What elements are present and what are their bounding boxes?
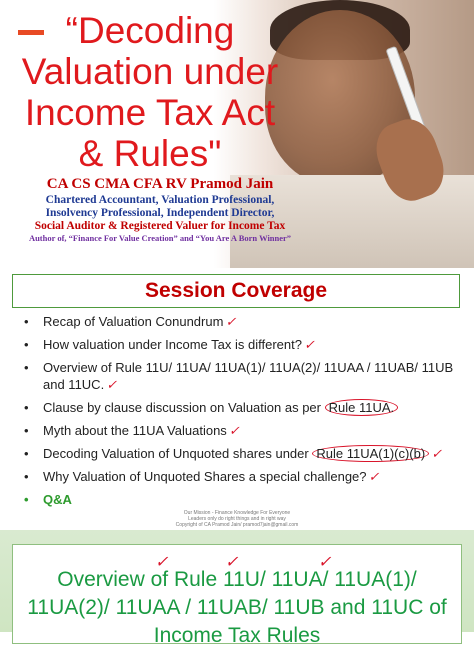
slide-footer <box>0 510 474 528</box>
list-item <box>22 445 462 462</box>
list-item-text: Why Valuation of Unquoted Shares a special challenge? <box>43 469 367 484</box>
overview-title-line: Overview of Rule 11U/ 11UA/ 11UA(1)/ <box>57 568 417 591</box>
author-name: CA CS CMA CFA RV Pramod Jain <box>46 176 274 192</box>
footer-line: Leaders only do right things and in right way <box>188 516 286 522</box>
checkmark-icon: ✓ <box>228 423 240 438</box>
session-coverage-heading: Session Coverage <box>144 279 328 302</box>
list-item <box>22 399 462 416</box>
list-item-text: How valuation under Income Tax is different? <box>43 337 302 352</box>
checkmark-icon: ✓ <box>225 554 239 571</box>
author-credentials: Social Auditor & Registered Valuer for Income Tax <box>34 220 286 232</box>
title-line: Valuation under <box>21 51 279 92</box>
title-line: & Rules" <box>78 133 222 174</box>
overview-slide <box>0 530 474 647</box>
list-item <box>22 336 462 353</box>
list-item-text: Decoding Valuation of Unquoted shares under <box>43 446 309 461</box>
list-item <box>22 422 462 439</box>
author-credentials: Chartered Accountant, Valuation Professional, <box>45 194 275 206</box>
session-coverage-slide <box>0 268 474 530</box>
overview-title-line: 11UA(2)/ 11UAA / 11UAB/ 11UB and 11UC of <box>27 596 447 619</box>
checkmark-icon: ✓ <box>106 377 118 392</box>
checkmark-icon: ✓ <box>155 554 169 571</box>
checkmark-icon: ✓ <box>431 446 443 461</box>
list-item-text: Recap of Valuation Conundrum <box>43 314 224 329</box>
slide-title <box>0 10 300 174</box>
footer-line: Our Mission - Finance Knowledge For Everyone <box>183 510 291 516</box>
checkmark-icon: ✓ <box>303 337 315 352</box>
circled-annotation: Rule 11UA. <box>325 399 399 416</box>
overview-title <box>0 566 474 650</box>
checkmark-icon: ✓ <box>368 469 380 484</box>
heading-box <box>12 274 460 308</box>
list-item-text: Myth about the 11UA Valuations <box>43 423 227 438</box>
title-line: “Decoding <box>65 10 235 51</box>
list-item <box>22 313 462 330</box>
checkmark-icon: ✓ <box>225 314 237 329</box>
author-credentials: Insolvency Professional, Independent Director, <box>45 207 275 219</box>
author-books: Author of, “Finance For Value Creation” and “You Are A Born Winner” <box>28 233 292 243</box>
list-item <box>22 491 462 508</box>
title-line: Income Tax Act <box>24 92 276 133</box>
checkmark-icon: ✓ <box>318 554 332 571</box>
circled-annotation: Rule 11UA(1)(c)(b) <box>312 445 429 462</box>
list-item-text: Q&A <box>43 492 72 507</box>
list-item <box>22 359 462 393</box>
list-item-text: Overview of Rule 11U/ 11UA/ 11UA(1)/ 11UA(2)/ 11UAA / 11UAB/ 11UB and 11UC. <box>43 360 454 392</box>
overview-title-line: Income Tax Rules <box>153 624 321 647</box>
list-item-text: Clause by clause discussion on Valuation as per <box>43 400 321 415</box>
list-item <box>22 468 462 485</box>
coverage-list <box>22 313 462 514</box>
footer-line: Copyright of CA Pramod Jain/ pramod7jain@gmail.com <box>175 522 299 528</box>
title-slide <box>0 0 474 268</box>
